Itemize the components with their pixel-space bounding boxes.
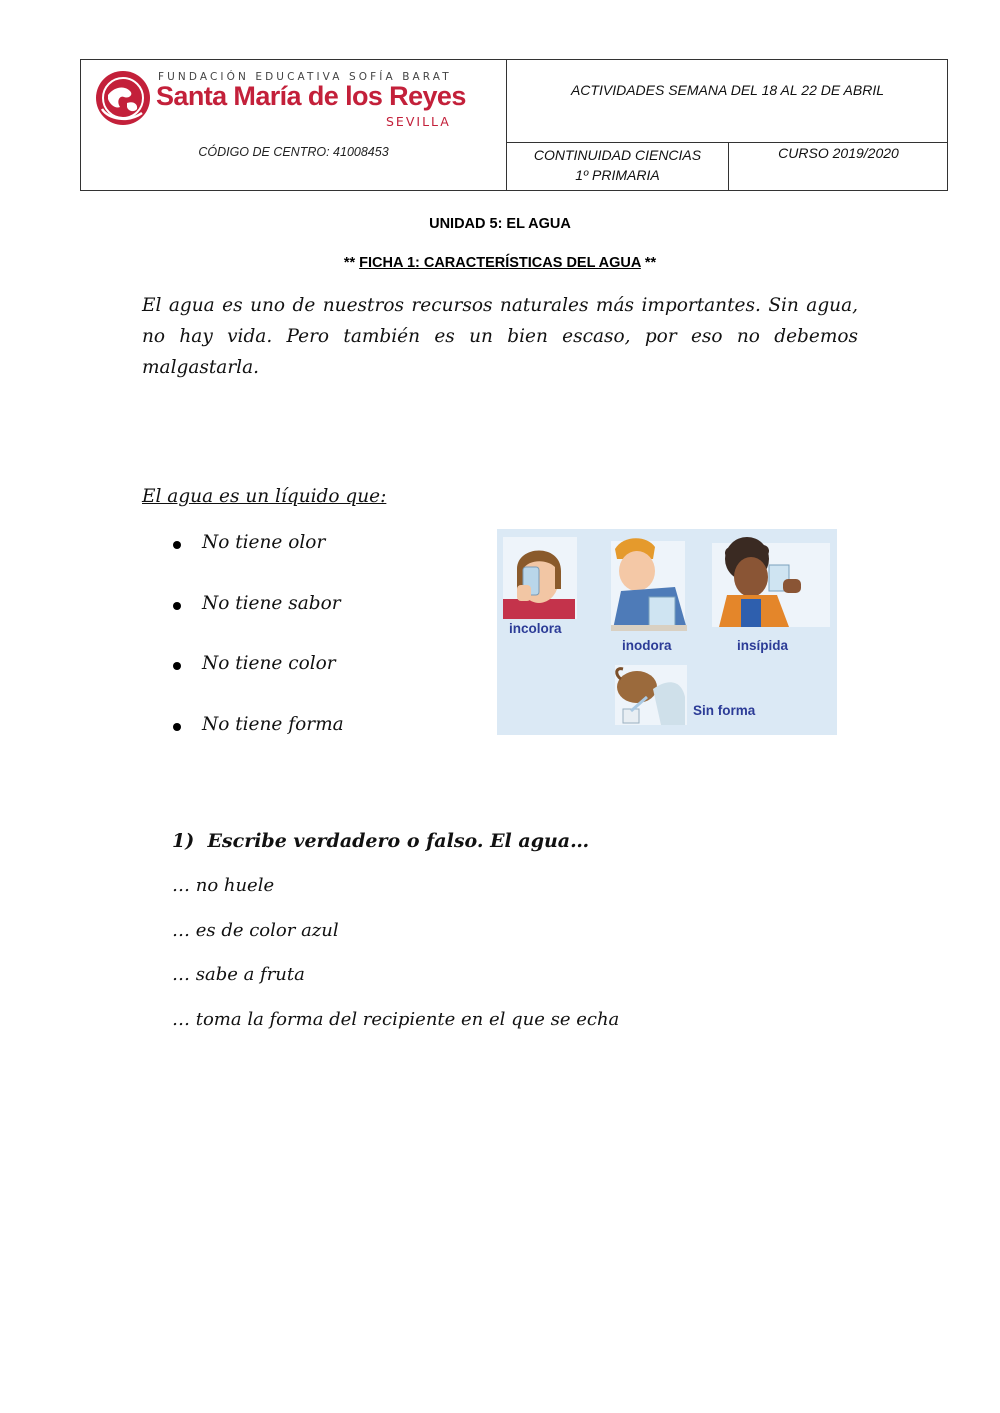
school-year: CURSO 2019/2020 [778,145,899,161]
logo-city: SEVILLA [386,114,451,129]
list-item [172,532,344,593]
liquid-heading: El agua es un líquido que: [142,486,387,507]
exercise-statement: … sabe a fruta [172,964,305,985]
caption-incolora: incolora [509,621,562,636]
caption-inodora: inodora [622,638,672,653]
water-properties-illustration [497,529,837,735]
header-divider [506,142,948,143]
exercise-number: 1) [172,830,195,852]
subject-name: CONTINUIDAD CIENCIAS [533,147,702,163]
title-asterisks: ** [640,255,657,271]
list-item-text: No tiene olor [202,532,326,553]
properties-list [172,532,344,774]
list-item [172,593,344,654]
bullet-icon [173,662,181,670]
grade-level: 1º PRIMARIA [575,167,660,183]
exercise-prompt: Escribe verdadero o falso. El agua… [207,830,590,852]
bullet-icon [173,602,181,610]
list-item-text: No tiene sabor [202,592,341,614]
header-table [80,59,948,191]
logo-foundation-text: FUNDACIÓN EDUCATIVA SOFÍA BARAT [158,71,452,83]
bullet-icon [173,723,181,731]
center-code: CÓDIGO DE CENTRO: 41008453 [198,145,389,159]
worksheet-title-text: FICHA 1: CARACTERÍSTICAS DEL AGUA [359,255,641,271]
school-logo [94,67,466,129]
exercise-statement: … no huele [172,875,275,896]
subject-cell [507,145,728,185]
worksheet-title [0,255,1000,271]
exercise-statement: … toma la forma del recipiente en el que se echa [172,1009,620,1030]
list-item [172,714,344,775]
caption-insipida: insípida [737,638,789,653]
exercise-statement: … es de color azul [172,920,339,941]
logo-school-name: Santa María de los Reyes [156,81,466,111]
list-item [172,653,344,714]
unit-title: UNIDAD 5: EL AGUA [429,216,571,232]
list-item-text: No tiene color [202,653,336,674]
exercise-title [172,830,589,852]
activities-week: ACTIVIDADES SEMANA DEL 18 AL 22 DE ABRIL [570,82,885,98]
list-item-text: No tiene forma [202,713,344,735]
caption-sin-forma: Sin forma [693,703,756,718]
globe-logo-icon [94,69,152,127]
bullet-icon [173,541,181,549]
title-asterisks: ** [343,255,360,271]
intro-paragraph: El agua es uno de nuestros recursos naturales más importantes. Sin agua, no hay vida. Pero también es un bien escaso, por eso no debemos malgastarla. [142,295,858,378]
